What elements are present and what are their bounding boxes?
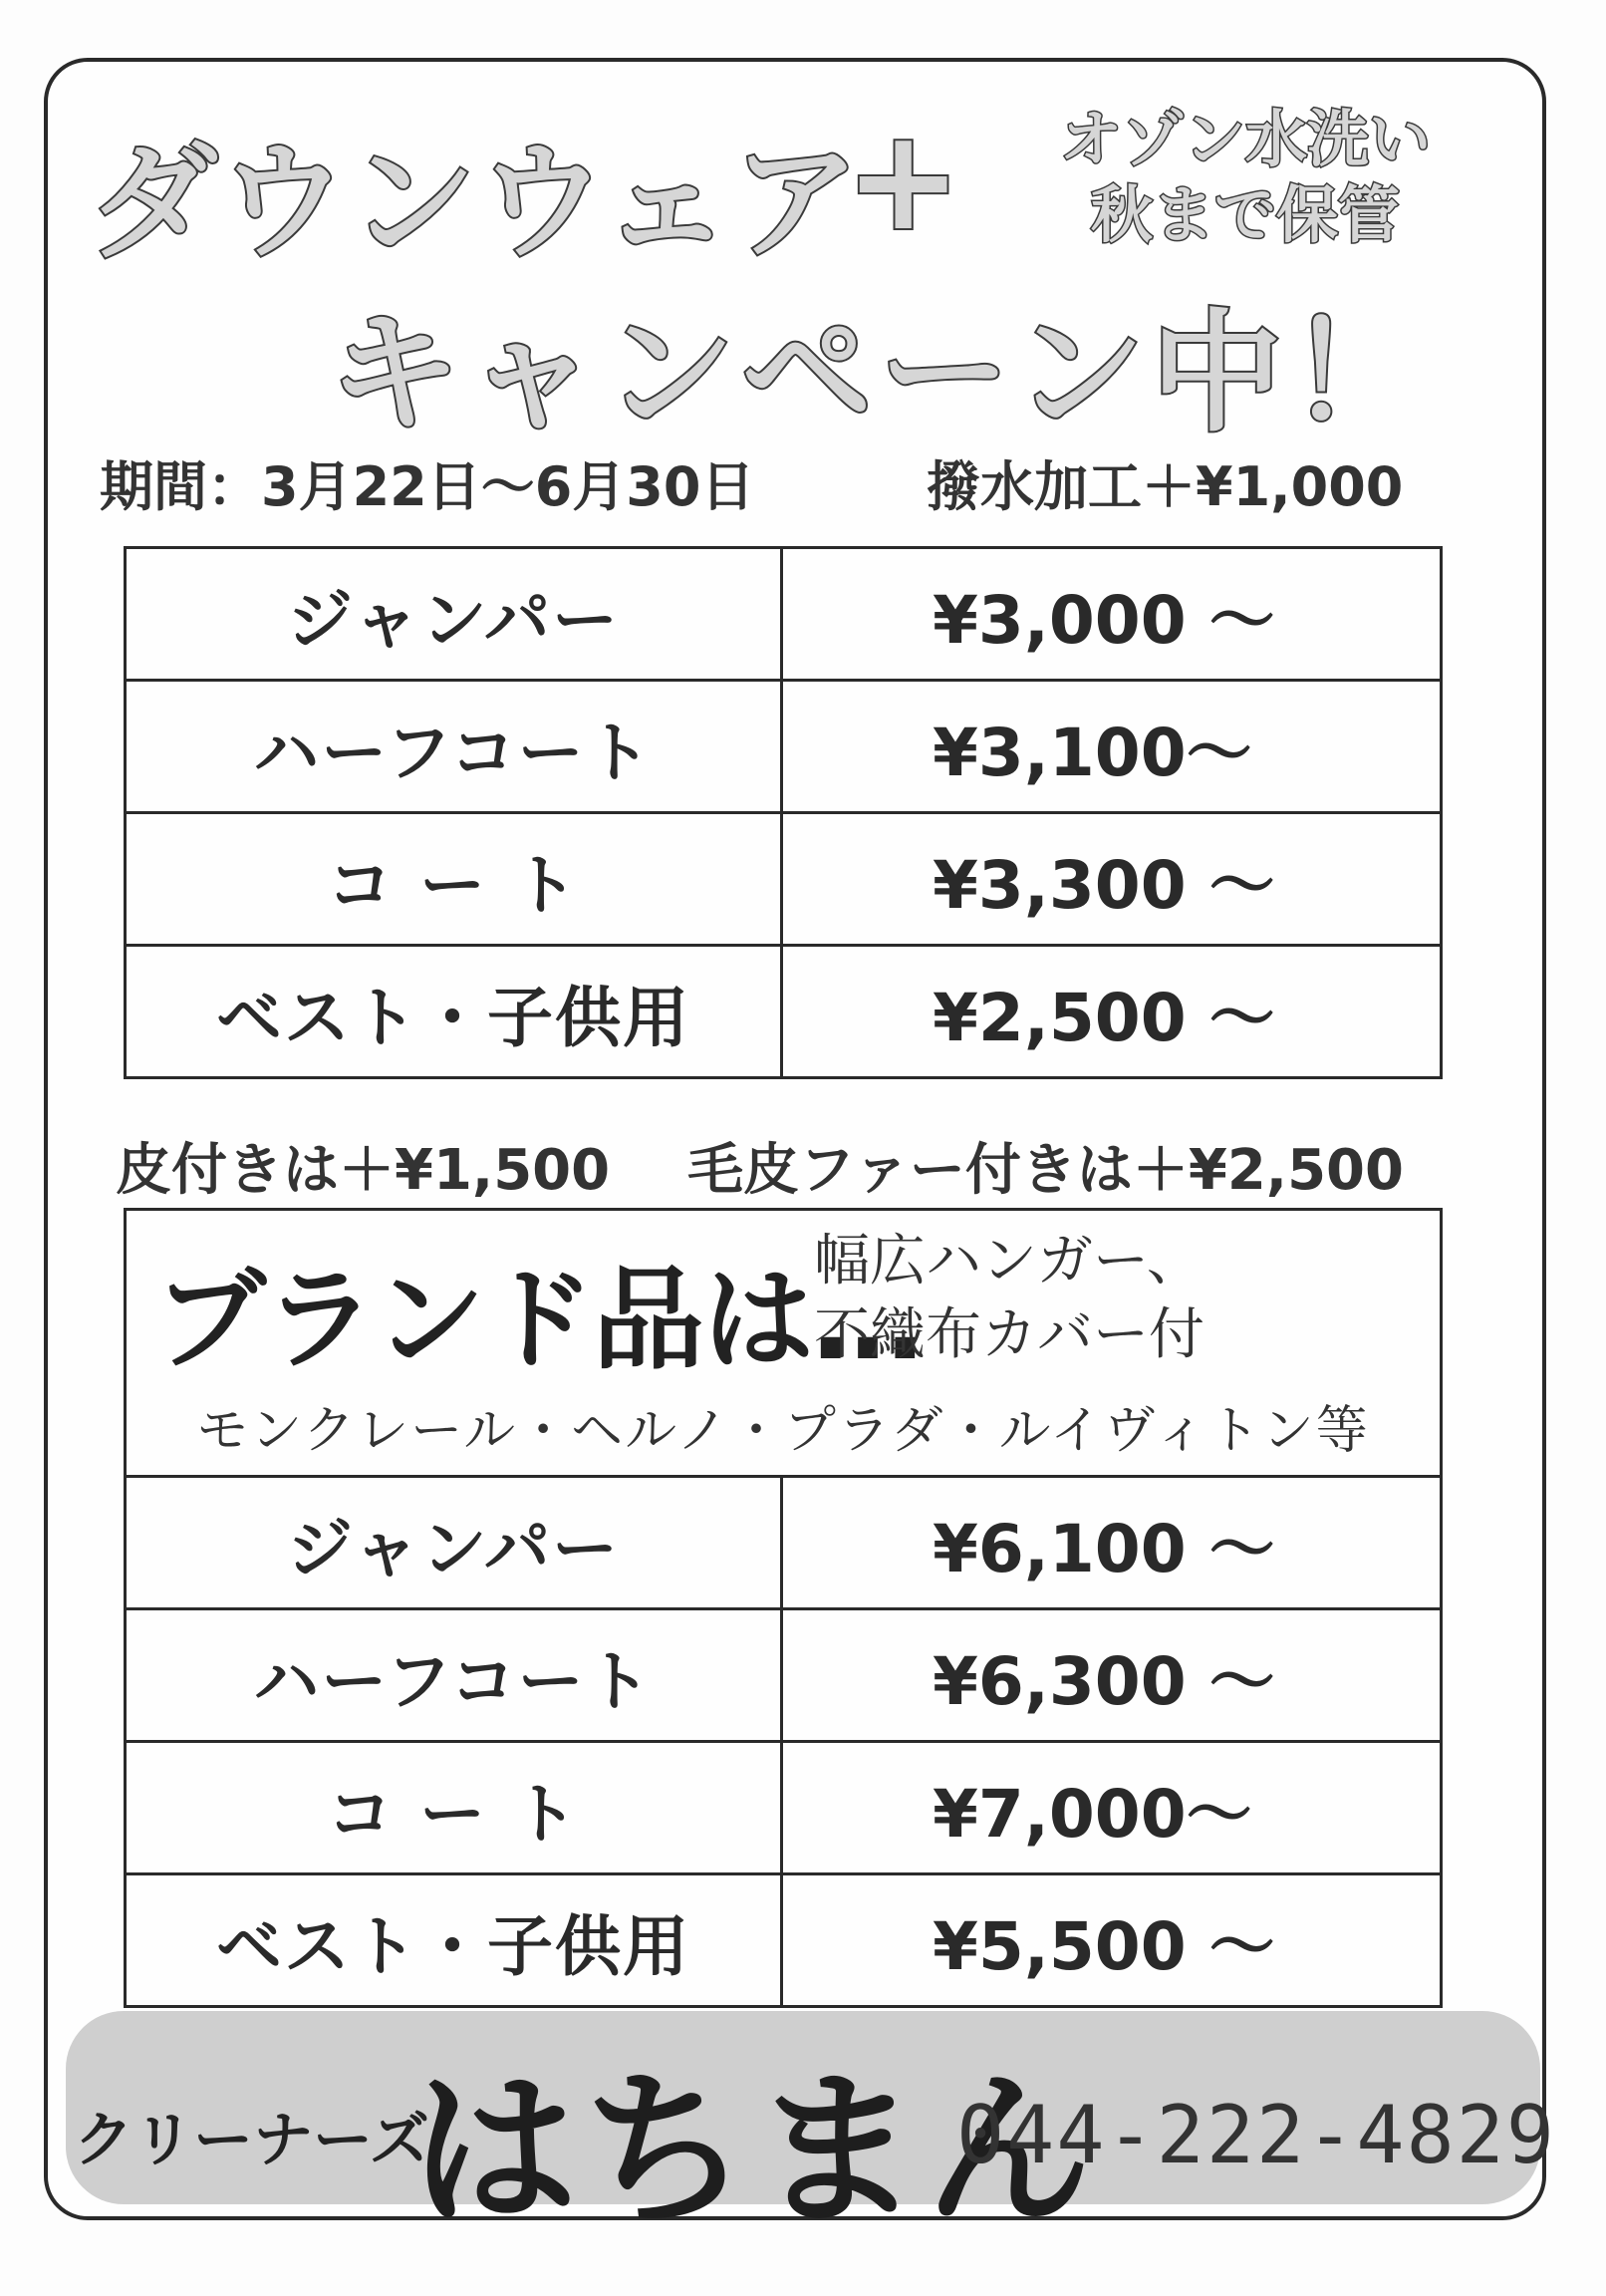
item-name: ジャンパー [126, 1477, 782, 1609]
shop-prefix: クリーナーズ [74, 2106, 429, 2175]
item-price: ¥2,500 ～ [781, 946, 1441, 1078]
table-row [126, 548, 1442, 681]
item-name: ハーフコート [126, 681, 782, 813]
item-name: コ ー ト [126, 813, 782, 946]
water-repellent-fee: 撥水加工＋¥1,000 [927, 455, 1404, 518]
fur-surcharge: 毛皮ファー付きは＋¥2,500 [687, 1138, 1404, 1203]
table-row [126, 1742, 1442, 1874]
table-row [126, 681, 1442, 813]
item-price: ¥6,300 ～ [781, 1609, 1441, 1742]
campaign-banner: キャンペーン中！ [329, 297, 1427, 450]
item-name: ハーフコート [126, 1609, 782, 1742]
service-storage: 秋まで保管 [1090, 178, 1400, 251]
brand-price-table [124, 1475, 1443, 2008]
service-ozone-wash: オゾン水洗い [1059, 103, 1431, 175]
table-row [126, 1874, 1442, 2007]
item-name: ベスト・子供用 [126, 1874, 782, 2007]
item-price: ¥3,100～ [781, 681, 1441, 813]
table-row [126, 946, 1442, 1078]
item-price: ¥7,000～ [781, 1742, 1441, 1874]
standard-price-table [124, 546, 1443, 1079]
table-row [126, 813, 1442, 946]
table-row [126, 1609, 1442, 1742]
headline-services [986, 102, 1504, 253]
brand-note-cover: 不織布カバー付 [814, 1302, 1204, 1367]
item-price: ¥3,300 ～ [781, 813, 1441, 946]
item-name: ベスト・子供用 [126, 946, 782, 1078]
brand-note-hanger: 幅広ハンガー、 [814, 1229, 1203, 1293]
leather-surcharge: 皮付きは＋¥1,500 [116, 1138, 611, 1203]
item-name: ジャンパー [126, 548, 782, 681]
brand-title: ブランド品は… [154, 1256, 922, 1385]
headline-plus: + [845, 100, 962, 262]
item-price: ¥6,100 ～ [781, 1477, 1441, 1609]
item-price: ¥5,500 ～ [781, 1874, 1441, 2007]
brand-examples: モンクレール・ヘルノ・プラダ・ルイヴィトン等 [196, 1401, 1370, 1461]
brand-section [124, 1208, 1443, 1477]
phone-number: 044-222-4829 [956, 2089, 1556, 2181]
headline-downwear: ダウンウェア [90, 129, 862, 277]
campaign-period: 期間：3月22日～6月30日 [100, 455, 755, 518]
item-name: コ ー ト [126, 1742, 782, 1874]
table-row [126, 1477, 1442, 1609]
brand-note [814, 1225, 1204, 1372]
item-price: ¥3,000 ～ [781, 548, 1441, 681]
shop-name: はちまん [410, 2053, 1096, 2248]
